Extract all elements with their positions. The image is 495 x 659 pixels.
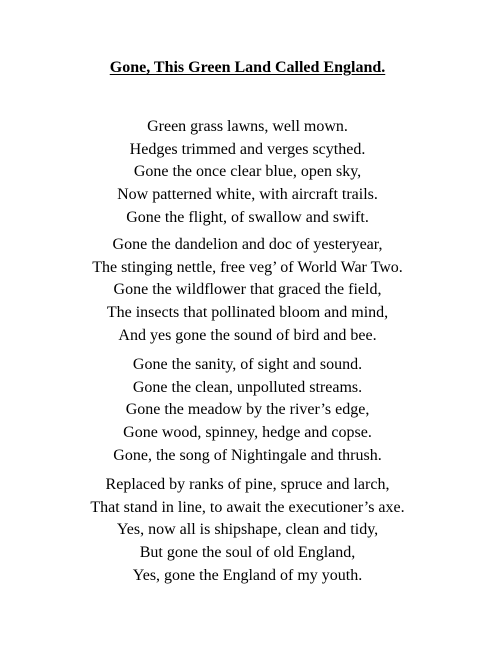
poem-line: Gone the dandelion and doc of yesteryear, xyxy=(112,236,383,253)
stanza-2 xyxy=(0,234,495,348)
poem-line: Gone, the song of Nightingale and thrush. xyxy=(113,446,382,464)
poem-line: Gone the flight, of swallow and swift. xyxy=(126,208,369,226)
poem-line: Gone wood, spinney, hedge and copse. xyxy=(123,424,372,442)
poem-line: Gone the once clear blue, open sky, xyxy=(133,163,362,181)
poem-line: But gone the soul of old England, xyxy=(139,544,356,562)
poem-line: That stand in line, to await the executioner’s axe. xyxy=(90,498,405,516)
poem-line: Gone the clean, unpolluted streams. xyxy=(132,378,363,396)
poem-line: And yes gone the sound of bird and bee. xyxy=(118,326,377,344)
poem-line: Now patterned white, with aircraft trails. xyxy=(117,186,378,204)
poem-title: Gone, This Green Land Called England. xyxy=(109,59,386,76)
stanza-1 xyxy=(0,116,495,230)
stanza-4 xyxy=(0,474,495,588)
poem-line: Gone the sanity, of sight and sound. xyxy=(132,356,363,373)
poem-line: Yes, gone the England of my youth. xyxy=(132,566,363,584)
poem-line: The insects that pollinated bloom and mind, xyxy=(106,304,389,322)
stanza-3 xyxy=(0,354,495,468)
poem-line: Hedges trimmed and verges scythed. xyxy=(129,140,366,158)
poem-line: Gone the meadow by the river’s edge, xyxy=(125,401,370,419)
poem-line: The stinging nettle, free veg’ of World War Two. xyxy=(92,258,403,276)
poem-line: Gone the wildflower that graced the field, xyxy=(113,281,382,299)
poem-line: Replaced by ranks of pine, spruce and larch, xyxy=(105,476,390,493)
poem-line: Yes, now all is shipshape, clean and tidy, xyxy=(116,521,379,539)
poem-line: Green grass lawns, well mown. xyxy=(147,118,348,135)
